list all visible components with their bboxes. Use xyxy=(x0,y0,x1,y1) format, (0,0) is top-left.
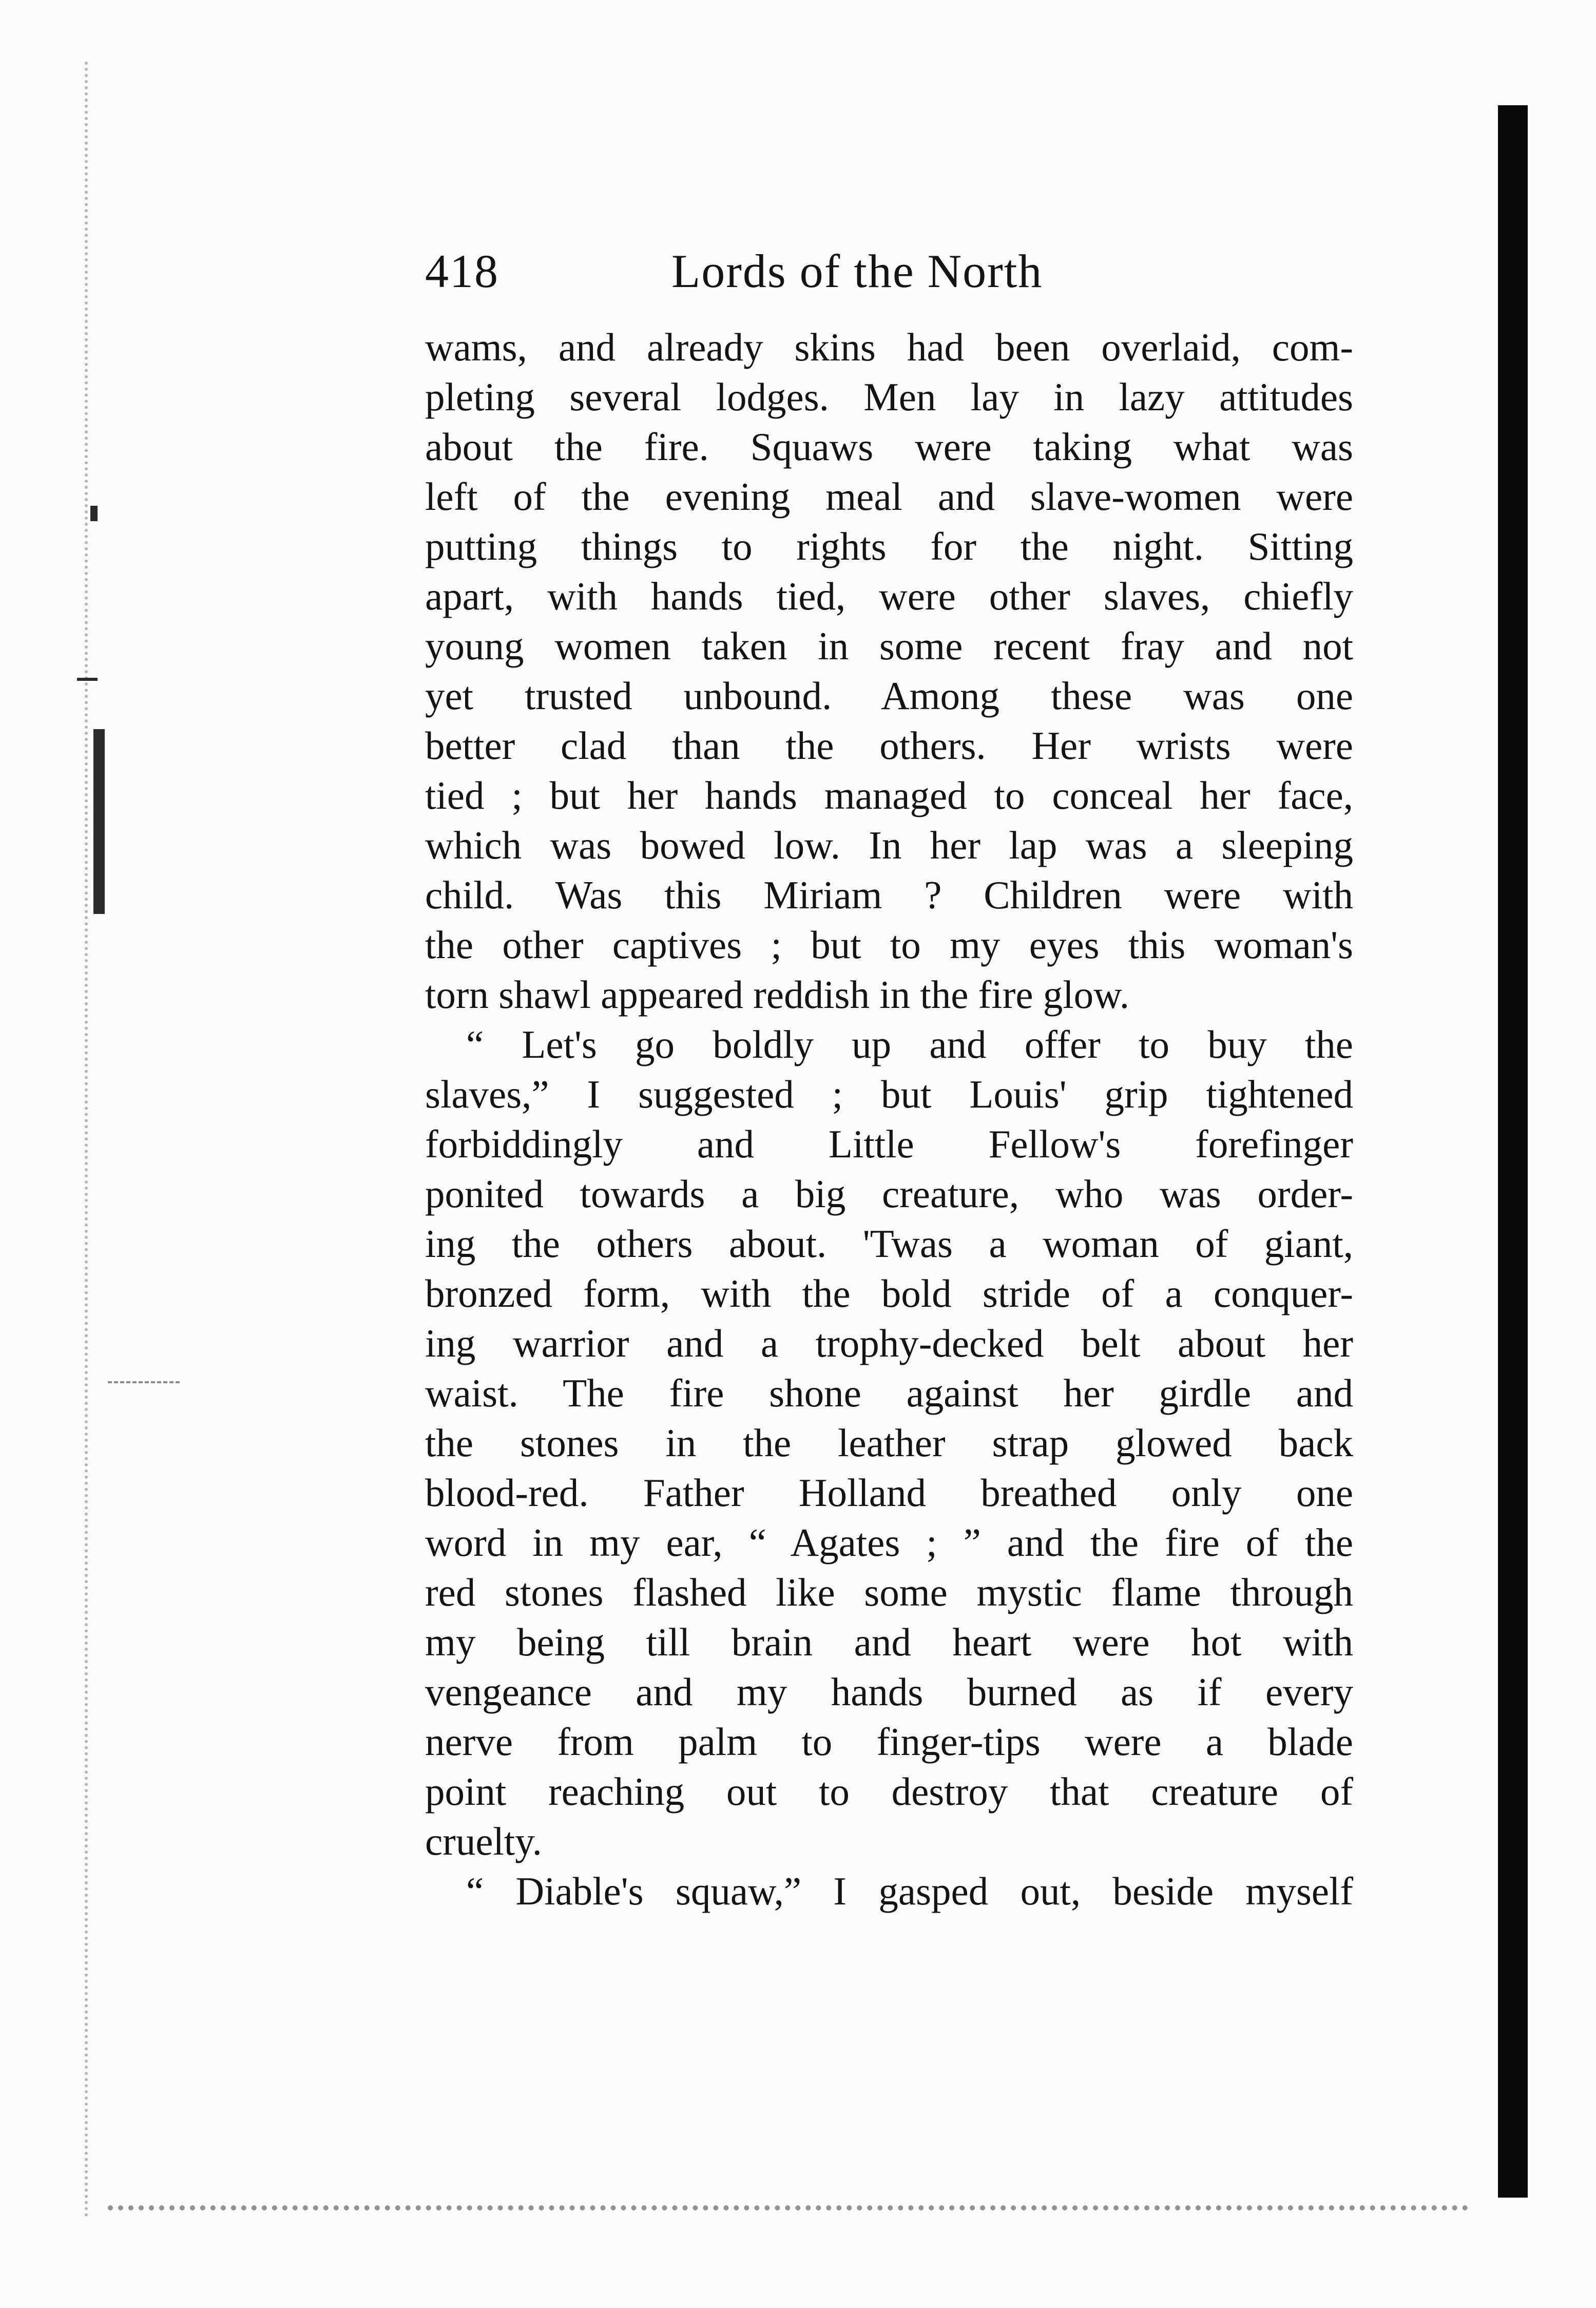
text-line: pleting several lodges. Men lay in lazy attitudes xyxy=(425,375,1353,419)
text-line: child. Was this Miriam ? Children were with xyxy=(425,873,1353,917)
page-header xyxy=(425,240,1349,307)
text-line: blood-red. Father Holland breathed only one xyxy=(425,1471,1353,1515)
right-edge-binding-shadow xyxy=(1498,105,1528,2198)
text-line: ponited towards a big creature, who was order- xyxy=(425,1172,1353,1216)
text-line: point reaching out to destroy that creature of xyxy=(425,1769,1353,1814)
text-line: nerve from palm to finger-tips were a blade xyxy=(425,1720,1353,1764)
text-line: red stones flashed like some mystic flame through xyxy=(425,1570,1353,1614)
text-line: ing warrior and a trophy-decked belt about her xyxy=(425,1321,1353,1365)
text-line: apart, with hands tied, were other slaves, chiefly xyxy=(425,574,1353,618)
text-line: vengeance and my hands burned as if every xyxy=(425,1670,1353,1714)
left-margin-smudge xyxy=(93,729,105,914)
text-line: young women taken in some recent fray and not xyxy=(425,624,1353,668)
text-line: yet trusted unbound. Among these was one xyxy=(425,674,1353,718)
text-line: my being till brain and heart were hot with xyxy=(425,1620,1353,1664)
text-line: wams, and already skins had been overlaid, com- xyxy=(425,325,1353,369)
text-line: putting things to rights for the night. Sitting xyxy=(425,524,1353,568)
text-line: tied ; but her hands managed to conceal her face, xyxy=(425,773,1353,817)
left-margin-smudge xyxy=(90,506,98,521)
body-text xyxy=(425,322,1353,1916)
text-line: better clad than the others. Her wrists were xyxy=(425,723,1353,768)
text-line: the stones in the leather strap glowed back xyxy=(425,1421,1353,1465)
text-line: torn shawl appeared reddish in the fire glow. xyxy=(425,972,1130,1017)
margin-dash-artifact xyxy=(108,1381,180,1383)
text-line: ing the others about. 'Twas a woman of giant, xyxy=(425,1222,1353,1266)
text-line: bronzed form, with the bold stride of a conquer- xyxy=(425,1271,1353,1315)
text-line: about the fire. Squaws were taking what was xyxy=(425,425,1353,469)
text-line: left of the evening meal and slave-women were xyxy=(425,474,1353,519)
text-line: word in my ear, “ Agates ; ” and the fire of the xyxy=(425,1520,1353,1565)
text-line: cruelty. xyxy=(425,1819,543,1863)
text-line: which was bowed low. In her lap was a sleeping xyxy=(425,823,1353,867)
text-line: slaves,” I suggested ; but Louis' grip tightened xyxy=(425,1072,1353,1116)
text-line: “ Diable's squaw,” I gasped out, beside myself xyxy=(466,1869,1353,1913)
text-line: “ Let's go boldly up and offer to buy the xyxy=(466,1022,1353,1066)
bottom-edge-scan-artifact xyxy=(108,2205,1468,2236)
text-line: forbiddingly and Little Fellow's forefinger xyxy=(425,1122,1353,1166)
page-number: 418 xyxy=(425,245,499,297)
left-margin-smudge xyxy=(77,678,98,681)
text-line: waist. The fire shone against her girdle and xyxy=(425,1371,1353,1415)
text-line: the other captives ; but to my eyes this woman's xyxy=(425,923,1353,967)
left-margin-scan-artifact xyxy=(85,62,108,2218)
running-head-title: Lords of the North xyxy=(671,245,1043,297)
